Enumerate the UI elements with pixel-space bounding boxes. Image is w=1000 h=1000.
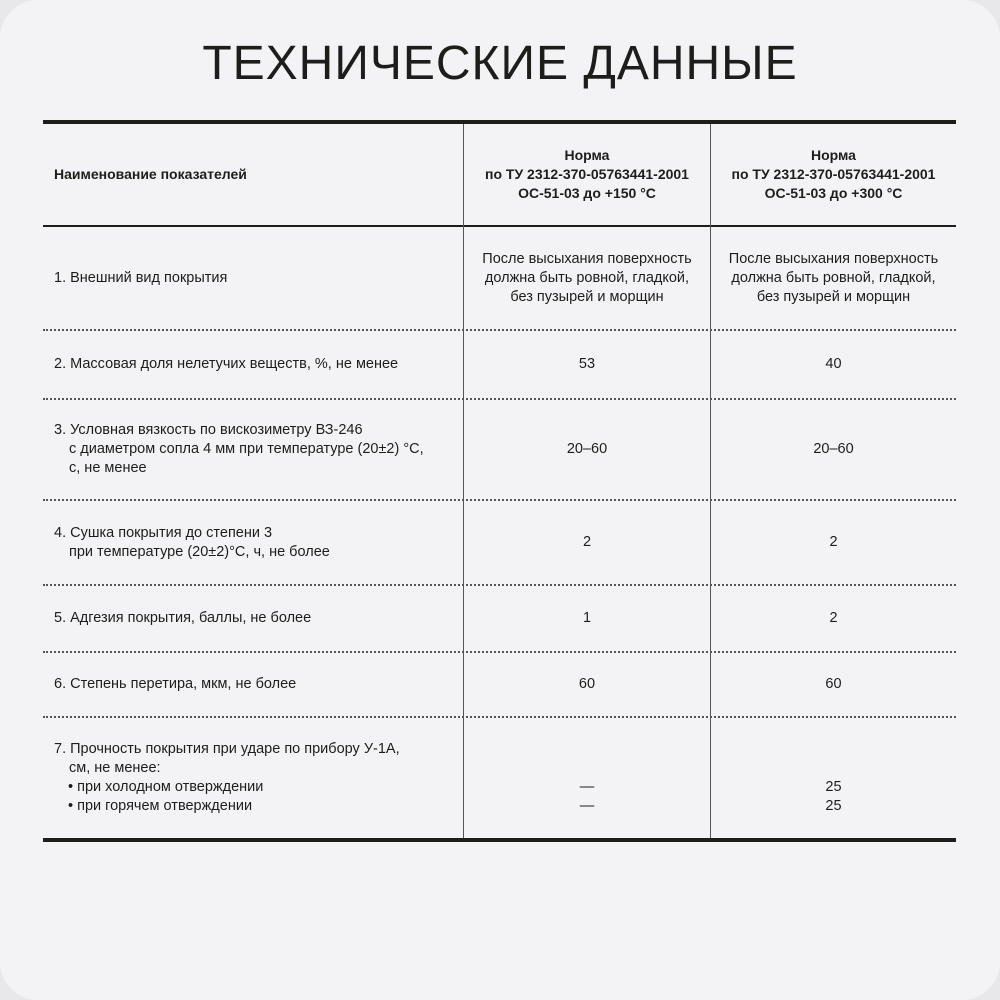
table-row-6-value-1 [464, 653, 710, 716]
table-row-4-name [54, 501, 454, 584]
row-label: 1. Внешний вид покрытия [54, 269, 228, 286]
table-row-1-value-2 [711, 227, 956, 329]
header-col2-line: ОС-51-03 до +300 °С [764, 185, 903, 201]
table-row-3-name [54, 400, 454, 499]
header-name-label: Наименование показателей [54, 166, 247, 182]
table-row-5-value-1 [464, 586, 710, 651]
table-bottom-rule [43, 838, 956, 842]
header-col2-line: Норма [810, 147, 856, 163]
header-col1-line: по ТУ 2312-370-05763441-2001 [485, 166, 689, 182]
table-row-6-value-2 [711, 653, 956, 716]
value-line: — [579, 798, 595, 814]
value-text: 53 [578, 356, 596, 372]
header-col1-cell [464, 124, 710, 225]
value-line [825, 759, 841, 778]
page-title: ТЕХНИЧЕСКИЕ ДАННЫЕ [202, 37, 798, 90]
table-row-1-name [54, 227, 454, 329]
header-col1-line: Норма [564, 147, 610, 163]
row-label: • при холодном отверждении [68, 779, 264, 795]
row-label: 3. Условная вязкость по вискозиметру ВЗ-246 [54, 422, 363, 438]
table-row-7-value-1 [464, 718, 710, 838]
table-row-4-value-2 [711, 501, 956, 584]
value-line [580, 740, 595, 759]
row-label: 7. Прочность покрытия при ударе по прибору У-1А, [54, 741, 400, 757]
value-line: После высыхания поверхность [728, 250, 939, 267]
value-text: 2 [582, 534, 592, 550]
header-col1-line: ОС-51-03 до +150 °С [518, 185, 656, 201]
table-row-2-value-2 [711, 331, 956, 398]
table-row-7-name [54, 718, 454, 838]
table-row-5-value-2 [711, 586, 956, 651]
table-row-3-value-2 [711, 400, 956, 499]
value-text: 2 [829, 610, 838, 626]
row-label: 4. Сушка покрытия до степени 3 [54, 524, 273, 541]
value-line: После высыхания поверхность [482, 250, 692, 267]
row-label: см, не менее: [69, 760, 161, 776]
table-row-4-value-1 [464, 501, 710, 584]
value-line [580, 759, 595, 778]
value-line: 25 [825, 779, 842, 795]
table-row-3-value-1 [464, 400, 710, 499]
value-line: должна быть ровной, гладкой, [484, 269, 690, 286]
value-line [825, 740, 841, 759]
value-line: 25 [825, 798, 842, 814]
row-label: • при горячем отверждении [68, 798, 253, 814]
row-label: при температуре (20±2)°С, ч, не более [69, 543, 330, 560]
value-text: 60 [578, 676, 596, 692]
value-text: 1 [582, 610, 592, 626]
row-label: 2. Массовая доля нелетучих веществ, %, не менее [54, 356, 399, 372]
header-col2-cell [711, 124, 956, 225]
value-line: без пузырей и морщин [756, 288, 911, 305]
value-text: 40 [825, 356, 842, 372]
table-row-6-name [54, 653, 454, 716]
row-label: с диаметром сопла 4 мм при температуре (20±2) °С, [69, 441, 424, 457]
value-line: должна быть ровной, гладкой, [731, 269, 936, 286]
value-text: 20–60 [813, 441, 854, 457]
row-label: 5. Адгезия покрытия, баллы, не более [54, 610, 312, 626]
value-line: — [579, 779, 595, 795]
value-text: 20–60 [566, 441, 608, 457]
table-row-2-value-1 [464, 331, 710, 398]
row-label: 6. Степень перетира, мкм, не более [54, 676, 297, 692]
table-row-7-value-2 [711, 718, 956, 838]
value-text: 2 [829, 534, 838, 550]
table-row-1-value-1 [464, 227, 710, 329]
value-text: 60 [825, 676, 842, 692]
table-row-5-name [54, 586, 454, 651]
header-name-cell [54, 124, 454, 225]
table-row-2-name [54, 331, 454, 398]
header-col2-line: по ТУ 2312-370-05763441-2001 [731, 166, 936, 182]
value-line: без пузырей и морщин [510, 288, 664, 305]
row-label: с, не менее [69, 460, 147, 476]
